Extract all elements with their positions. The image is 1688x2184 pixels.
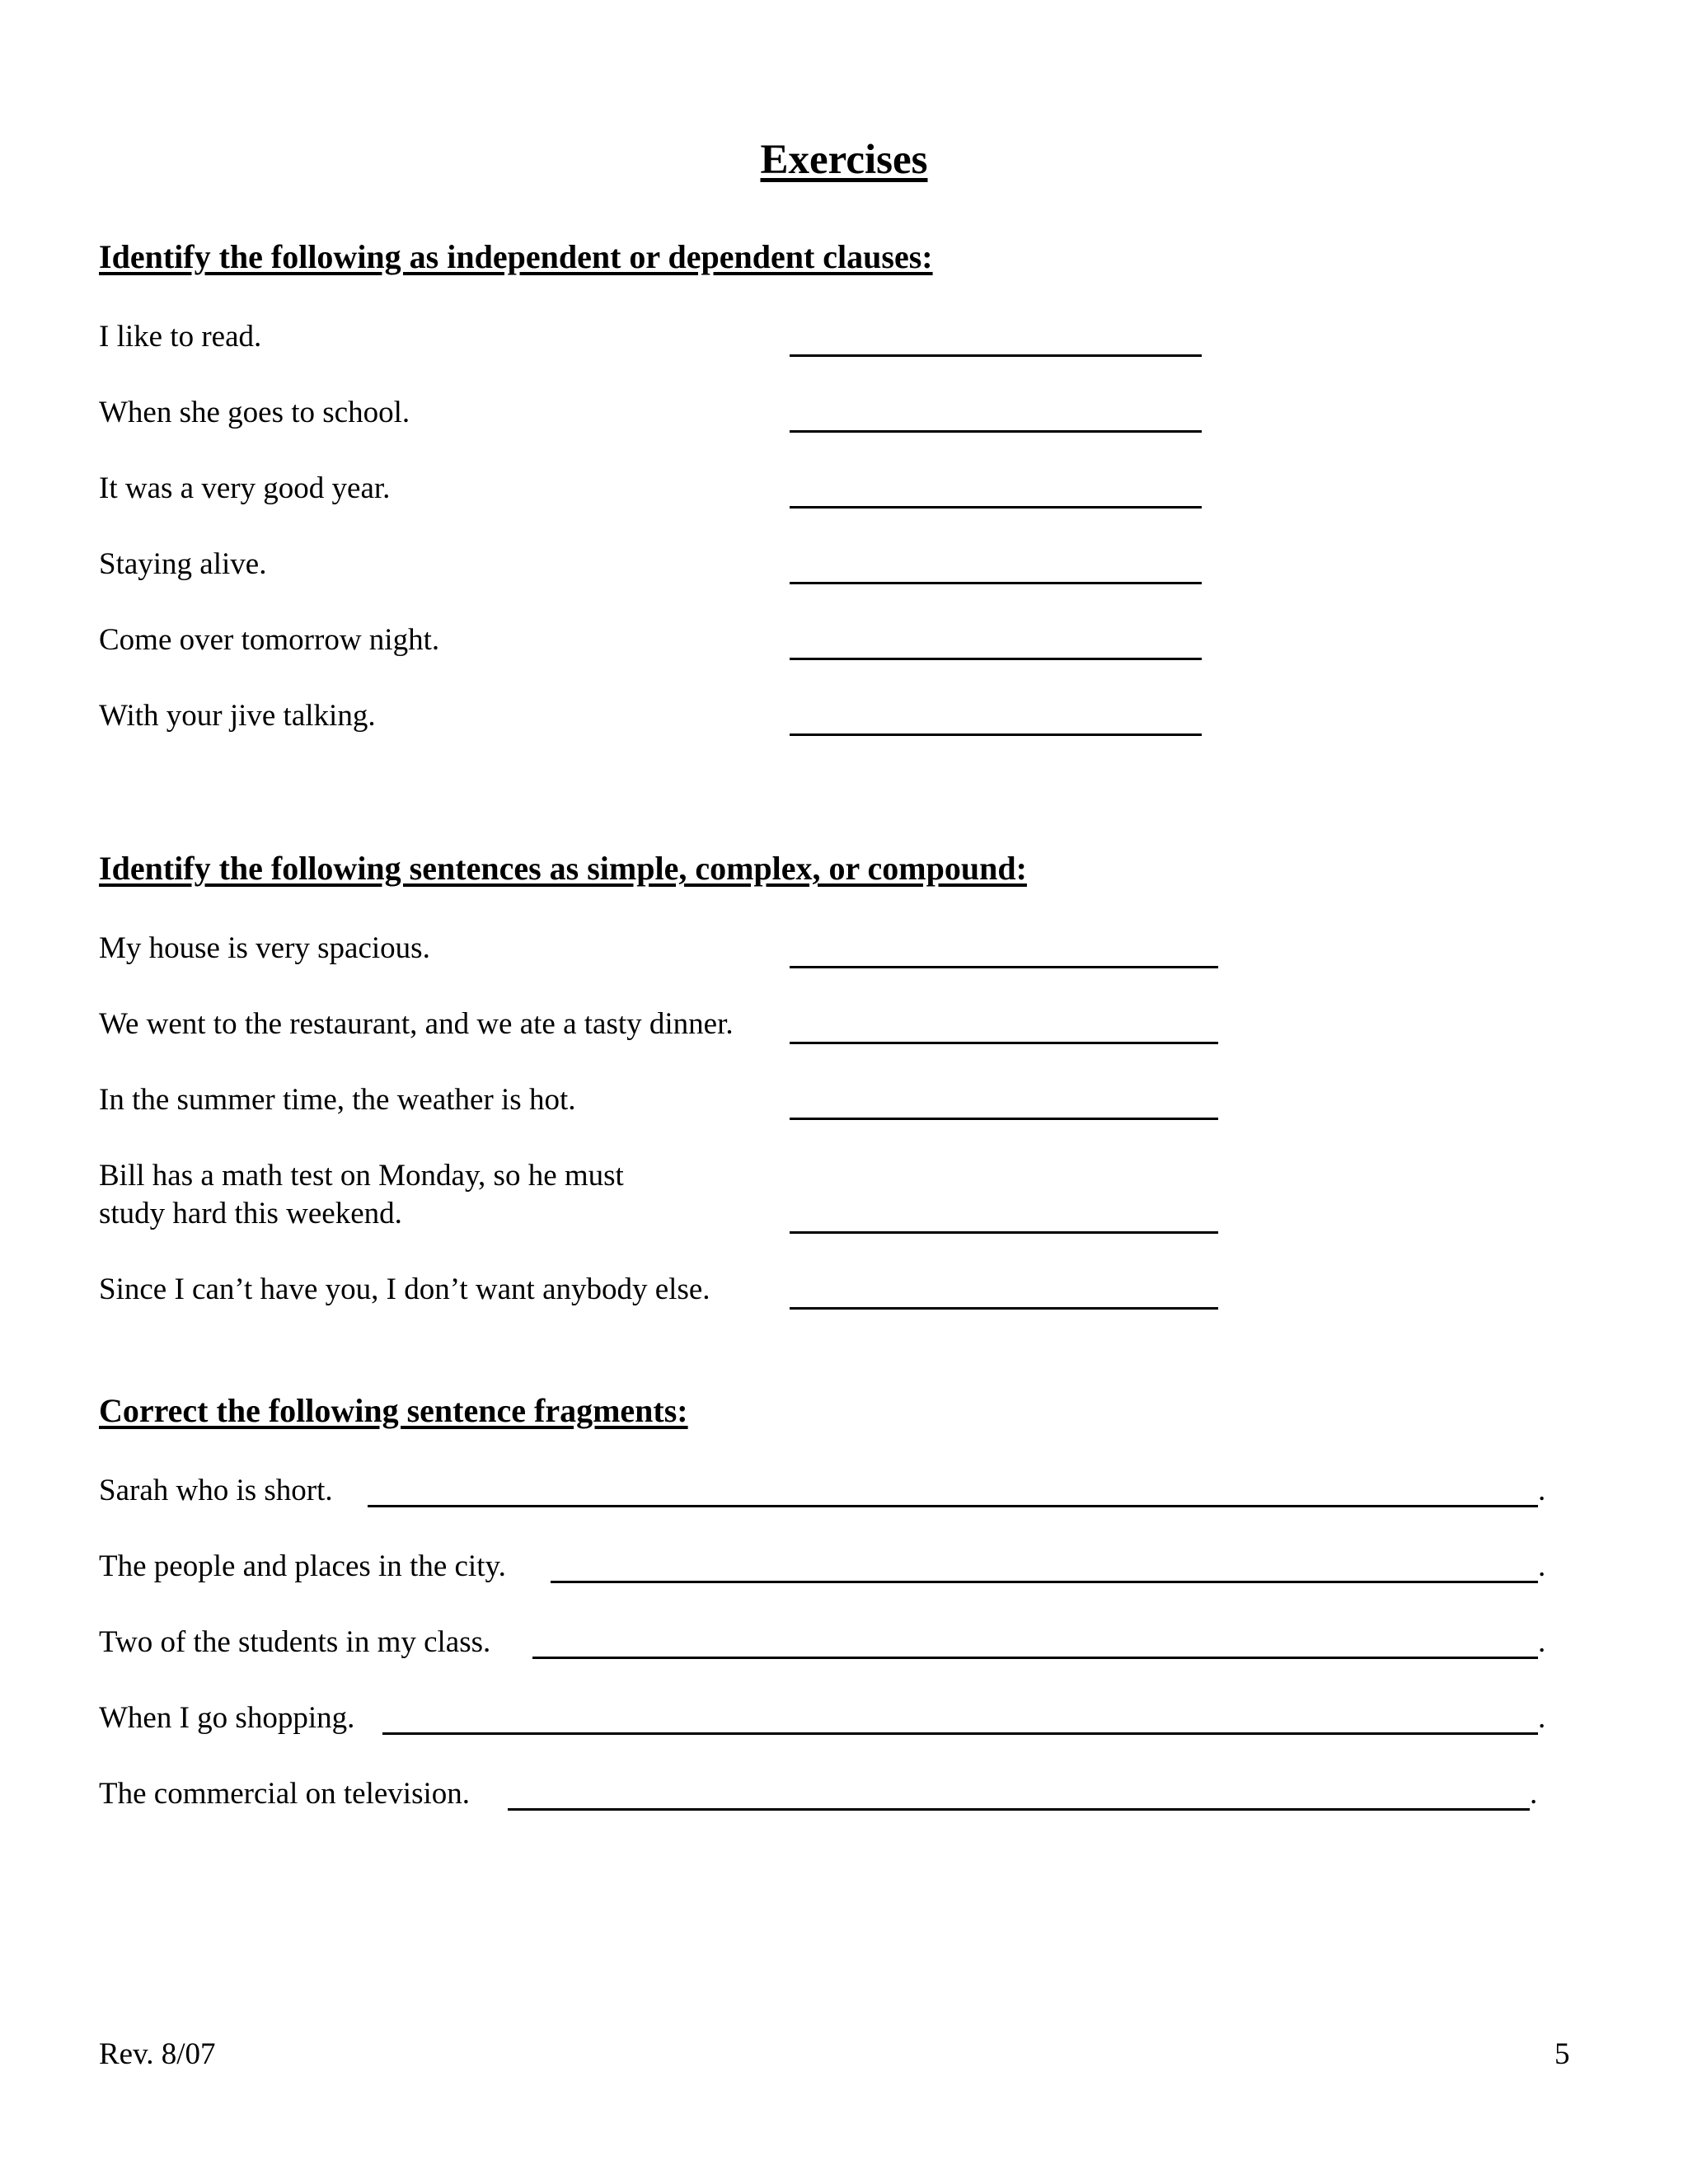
period-mark: . [1538, 1701, 1546, 1735]
answer-blank[interactable] [532, 1657, 1538, 1659]
answer-blank[interactable] [790, 658, 1202, 660]
clause-item: When she goes to school. [99, 396, 410, 429]
section-heading-clauses: Identify the following as independent or dependent clauses: [99, 238, 933, 275]
answer-blank[interactable] [790, 354, 1202, 357]
clause-item: Staying alive. [99, 547, 267, 581]
answer-blank[interactable] [790, 430, 1202, 433]
answer-blank[interactable] [382, 1732, 1538, 1735]
sentence-item: My house is very spacious. [99, 931, 430, 965]
page-title: Exercises [760, 137, 928, 183]
sentence-item: Bill has a math test on Monday, so he must study hard this weekend. [99, 1159, 624, 1231]
clause-item: It was a very good year. [99, 471, 391, 505]
sentence-item: We went to the restaurant, and we ate a tasty dinner. [99, 1007, 734, 1041]
answer-blank[interactable] [368, 1505, 1538, 1507]
answer-blank[interactable] [790, 582, 1202, 584]
clause-item: I like to read. [99, 320, 262, 354]
answer-blank[interactable] [551, 1581, 1538, 1583]
answer-blank[interactable] [790, 1307, 1218, 1310]
clause-item: With your jive talking. [99, 699, 376, 733]
section-heading-fragments: Correct the following sentence fragments: [99, 1392, 688, 1429]
answer-blank[interactable] [790, 1231, 1218, 1234]
revision-label: Rev. 8/07 [99, 2037, 216, 2071]
answer-blank[interactable] [790, 506, 1202, 509]
period-mark: . [1538, 1474, 1546, 1507]
period-mark: . [1530, 1777, 1538, 1811]
answer-blank[interactable] [790, 1118, 1218, 1120]
period-mark: . [1538, 1625, 1546, 1659]
sentence-item: In the summer time, the weather is hot. [99, 1083, 576, 1117]
answer-blank[interactable] [790, 966, 1218, 968]
answer-blank[interactable] [508, 1808, 1530, 1811]
page-number: 5 [1554, 2037, 1570, 2071]
answer-blank[interactable] [790, 1042, 1218, 1044]
clause-item: Come over tomorrow night. [99, 623, 440, 657]
sentence-item: Since I can’t have you, I don’t want anybody else. [99, 1272, 710, 1306]
section-heading-sentences: Identify the following sentences as simple, complex, or compound: [99, 850, 1027, 887]
period-mark: . [1538, 1549, 1546, 1583]
answer-blank[interactable] [790, 733, 1202, 736]
